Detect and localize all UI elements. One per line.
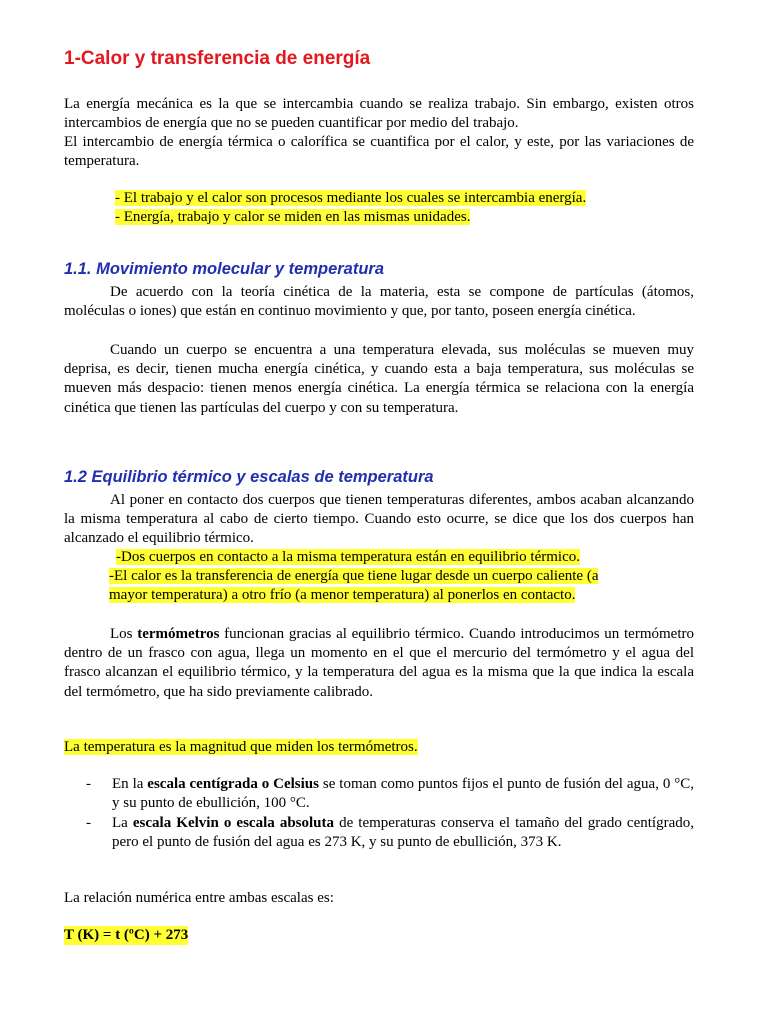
relation-text: La relación numérica entre ambas escalas es: (64, 890, 334, 906)
section-2-highlight-3: La temperatura es la magnitud que miden los termómetros. (64, 739, 418, 755)
intro-highlight-1: - El trabajo y el calor son procesos mediante los cuales se intercambia energía. (115, 190, 587, 206)
section-2-heading: 1.2 Equilibrio térmico y escalas de temperatura (64, 468, 434, 486)
section-2-highlight-2: -El calor es la transferencia de energía que tiene lugar desde un cuerpo caliente (a mayor temperatura) a otro frío (a menor temperatura) al ponerlos en contacto. (109, 568, 599, 604)
intro-paragraph-1: La energía mecánica es la que se intercambia cuando se realiza trabajo. Sin embargo, existen otros intercambios de energía que no se pueden cuantificar por medio del trabajo. (64, 96, 694, 132)
temperature-formula: T (K) = t (ºC) + 273 (64, 927, 189, 943)
section-2-highlight-1: -Dos cuerpos en contacto a la misma temperatura están en equilibrio térmico. (116, 549, 580, 565)
section-1-heading: 1.1. Movimiento molecular y temperatura (64, 260, 385, 278)
section-2-paragraph-1: Al poner en contacto dos cuerpos que tienen temperaturas diferentes, ambos acaban alcanzando la misma temperatura al cabo de cierto tiempo. Cuando esto ocurre, se dice que los dos cuerpos han alcanzado el equilibrio térmico. (64, 492, 694, 547)
intro-paragraph-2: El intercambio de energía térmica o calorífica se cuantifica por el calor, y este, por las variaciones de temperatura. (64, 134, 694, 170)
termometros-bold: termómetros (137, 626, 220, 642)
section-2-paragraph-2: Los termómetros funcionan gracias al equilibrio térmico. Cuando introducimos un termómetro dentro de un frasco con agua, llega un momento en el que el mercurio del termómetro y el agua del frasco alcanzan el equilibrio térmico, y la temperatura del agua es la misma que la que indica la escala del termómetro, que ha sido previamente calibrado. (64, 626, 694, 700)
intro-highlight-2: - Energía, trabajo y calor se miden en las mismas unidades. (115, 209, 471, 225)
section-1-paragraph-1: De acuerdo con la teoría cinética de la materia, esta se compone de partículas (átomos, moléculas o iones) que están en continuo movimiento y que, por tanto, poseen energía cinética. (64, 284, 694, 320)
section-1-paragraph-2: Cuando un cuerpo se encuentra a una temperatura elevada, sus moléculas se mueven muy deprisa, es decir, tienen mucha energía cinética, y cuando esta a baja temperatura, sus moléculas se mueven más despacio: tienen menos energía cinética. La energía térmica se relaciona con la energía cinética que tienen las partículas del cuerpo y con su temperatura. (64, 342, 694, 416)
document-title: 1-Calor y transferencia de energía (64, 48, 371, 69)
list-item-kelvin: - La escala Kelvin o escala absoluta de temperaturas conserva el tamaño del grado centígrado, pero el punto de fusión del agua es 273 K, y su punto de ebullición, 373 K. (86, 815, 694, 850)
list-item-celsius: - En la escala centígrada o Celsius se toman como puntos fijos el punto de fusión del agua, 0 °C, y su punto de ebullición, 100 °C. (86, 776, 695, 811)
